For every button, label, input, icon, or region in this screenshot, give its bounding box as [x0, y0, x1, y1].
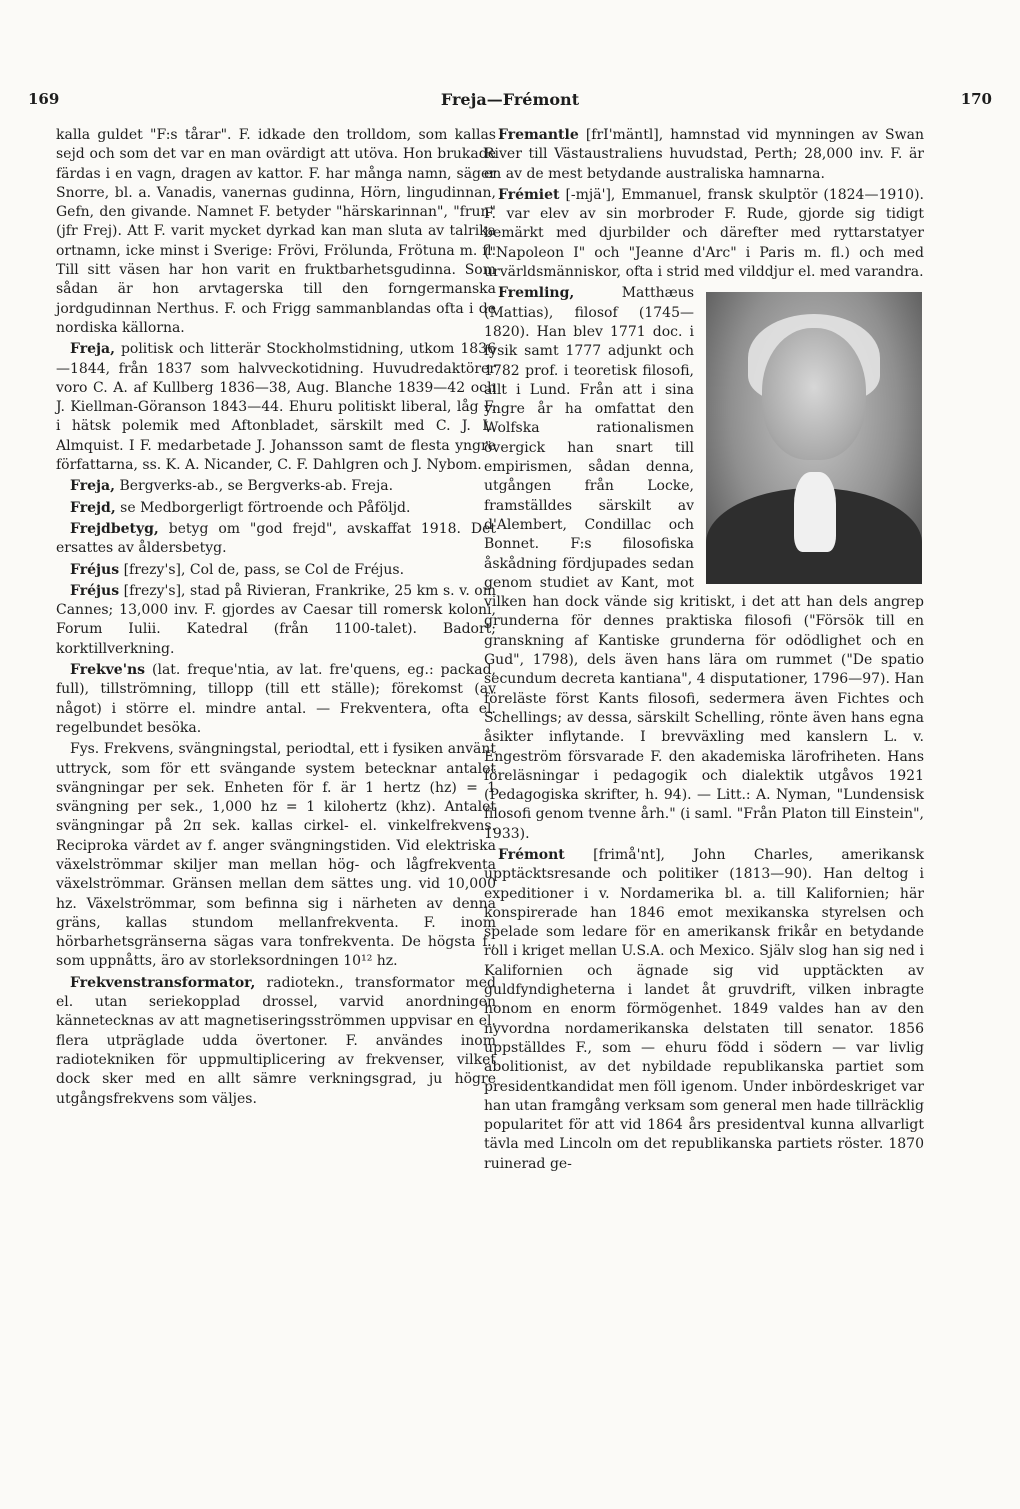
entry-fremiet	[484, 186, 924, 282]
entry-text: politisk och litterär Stockholmstidning, utkom 1836—1844, från 1837 som halvveckotidning. Huvudredaktörer voro C. A. af Kullberg 1836—38, Aug. Blanche 1839—42 och J. Kiellman-Göranson 1843—44. Ehuru politiskt liberal, låg F. i hätsk polemik med Aftonbladet, särskilt med C. J. L. Almquist. I F. medarbetade J. Johansson samt de flesta yngre författarna, ss. K. A. Nicander, C. F. Dahlgren och J. Nybom.	[56, 341, 496, 474]
entry-frejus-pass	[56, 561, 496, 580]
entry-headword: Frejdbetyg,	[70, 520, 159, 537]
entry-text: (lat. freque'ntia, av lat. fre'quens, eg.: packad, full), tillströmning, tillopp (till ett ställe); förekomst (av något) i större el. mindre antal. — Frekventera, ofta el. regelbundet besöka.	[56, 662, 497, 736]
entry-headword: Fremling,	[498, 285, 575, 302]
entry-freja-goddess-cont	[56, 126, 496, 338]
page-header	[28, 90, 992, 116]
entry-text: [frezy's], stad på Rivieran, Frankrike, 25 km s. v. om Cannes; 13,000 inv. F. gjordes av Caesar till romersk koloni, Forum Iulii. Katedral (från 1100-talet). Badort; korktillverkning.	[56, 582, 497, 657]
portrait-head	[762, 328, 866, 460]
entry-fremont	[484, 846, 924, 1174]
entry-headword: Frejd,	[70, 499, 116, 516]
entry-frejd	[56, 499, 496, 518]
page-number-left: 169	[28, 90, 60, 108]
entry-freja-newspaper	[56, 340, 496, 475]
entry-text: [frI'mäntl], hamnstad vid mynningen av Swan River till Västaustraliens huvudstad, Perth; 28,000 inv. F. är en av de mest betydande australiska hamnarna.	[484, 127, 924, 182]
entry-freja-bergverks	[56, 477, 496, 496]
entry-frekvens-physics	[56, 740, 496, 972]
entry-headword: Fréjus	[70, 561, 120, 578]
entry-fremling	[484, 284, 924, 844]
entry-text: [frimå'nt], John Charles, amerikansk upptäcktsresande och politiker (1813—90). Han deltog i expeditioner i v. Nordamerika bl. a. till Kalifornien; här konspirerade han 1846 emot mexikanska styrelsen och spelade som ledare för en amerikansk frikår en betydande roll i kriget mellan U.S.A. och Mexico. Själv slog han sig ned i Kalifornien och ägnade sig vid upptäckten av guldfyndigheterna i landet åt gruvdrift, vilken inbragte honom en enorm förmögenhet. 1849 valdes han av den nyvordna nordamerikanska delstaten till senator. 1856 uppställdes F., som — ehuru född i södern — var livlig abolitionist, av det nybildade republikanska partiet som presidentkandidat men föll igenom. Under inbördeskriget var han utan framgång verksam som general men hade tillräcklig popularitet för att vid 1864 års presidentval kunna allvarligt tävla med Lincoln om det republikanska partiets röster. 1870 ruinerad ge-	[484, 846, 924, 1172]
entry-frejdbetyg	[56, 520, 496, 559]
entry-text: kalla guldet "F:s tårar". F. idkade den trolldom, som kallas sejd och som det var en man ovärdigt att utöva. Hon brukade färdas i en vagn, dragen av kattor. F. har många namn, säger Snorre, bl. a. Vanadis, vanernas gudinna, Hörn, lingudinnan, Gefn, den givande. Namnet F. betyder "härskarinnan", "frun" (jfr Frej). Att F. varit mycket dyrkad kan man sluta av talrika ortnamn, icke minst i Sverige: Frövi, Frölunda, Frötuna m. fl. Till sitt väsen har hon varit en fruktbarhetsgudinna. Som sådan är hon arvtagerska till den forngermanska jordgudinnan Nerthus. F. och Frigg sammanblandas ofta i de nordiska källorna.	[56, 127, 496, 336]
entry-headword: Fréjus	[70, 582, 120, 599]
entry-headword: Freja,	[70, 478, 115, 495]
entry-text: radiotekn., transformator med el. utan seriekopplad drossel, varvid anordningen kännetecknas av att magnetiseringsströmmen uppvisar en el. flera utpräglade udda övertoner. F. användes inom radiotekniken för uppmultiplicering av frekvenser, vilket dock sker med en allt sämre verkningsgrad, ju högre utgångsfrekvens som väljes.	[56, 974, 497, 1107]
portrait-cravat	[794, 472, 836, 552]
entry-headword: Frémiet	[498, 186, 560, 203]
entry-headword: Frekve'ns	[70, 662, 146, 679]
entry-headword: Frekvenstransformator,	[70, 974, 256, 991]
left-column	[56, 126, 496, 1111]
entry-text: Bergverks-ab., se Bergverks-ab. Freja.	[119, 478, 394, 495]
entry-headword: Frémont	[498, 846, 565, 863]
entry-frekvenstransformator	[56, 974, 496, 1109]
running-title: Freja—Frémont	[440, 90, 580, 109]
right-column	[484, 126, 924, 1176]
entry-frejus-town	[56, 582, 496, 659]
entry-text: Fys. Frekvens, svängningstal, periodtal, ett i fysiken använt uttryck, som för ett svängande system betecknar antalet svängningar per sek. Enheten för f. är 1 hertz (hz) = 1 svängning per sek., 1,000 hz = 1 kilohertz (khz). Antalet svängningar på 2π sek. kallas cirkel- el. vinkelfrekvens. Reciproka värdet av f. anger svängningstiden. Vid elektriska växelströmmar skiljer man mellan hög- och lågfrekventa växelströmmar. Gränsen mellan dem sättes ung. vid 10,000 hz. Växelströmmar, som befinna sig i närheten av denna gräns, kallas stundom mellanfrekventa. F. inom hörbarhetsgränserna sägas vara tonfrekventa. De högsta f., som uppnåtts, äro av storleksordningen 10¹² hz.	[56, 741, 496, 970]
entry-text: Matthæus (Mattias), filosof (1745—1820). Han blev 1771 doc. i fysik samt 1777 adjunkt och 1782 prof. i teoretisk filosofi, allt i Lund. Från att i sina yngre år ha omfattat den Wolfska rationalismen övergick han snart till empirismen, sådan denna, utgången från Locke, framställdes särskilt av d'Alembert, Condillac och Bonnet. F:s filosofiska åskådning fördjupades sedan genom studiet av Kant, mot vilken han dock vände sig kritiskt, i det att han dels angrep grunderna för dennes praktiska filosofi ("Försök till en granskning af Kantiske grunderna för odödlighet och en Gud", 1798), dels även hans lära om rummet ("De spatio secundum decreta kantiana", 4 disputationer, 1796—97). Han föreläste först Kants filosofi, sedermera även Fichtes och Schellings; av dessa, särskilt Schelling, rönte även hans egna åsikter inflytande. I brevväxling med kanslern L. v. Engeström försvarade F. den akademiska lärofriheten. Hans föreläsningar i pedagogik och dialektik utgåvos 1921 (Pedagogiska skrifter, h. 94). — Litt.: A. Nyman, "Lundensisk filosofi genom tvenne årh." (i saml. "Från Platon till Einstein", 1933).	[484, 285, 924, 842]
entry-headword: Freja,	[70, 341, 115, 358]
entry-headword: Fremantle	[498, 127, 579, 143]
entry-text: betyg om "god frejd", avskaffat 1918. Det ersattes av åldersbetyg.	[56, 520, 496, 557]
entry-text: [-mjä'], Emmanuel, fransk skulptör (1824—1910). F. var elev av sin morbroder F. Rude, gjorde sig tidigt bemärkt med djurbilder och därefter med ryttarstatyer ("Napoleon I" och "Jeanne d'Arc" i Paris m. fl.) och med urvärldsmänniskor, ofta i strid med vilddjur el. med varandra.	[484, 186, 924, 281]
page-number-right: 170	[960, 90, 992, 108]
fremling-portrait	[706, 292, 922, 584]
entry-text: se Medborgerligt förtroende och Påföljd.	[120, 499, 411, 516]
entry-fremantle	[484, 126, 924, 184]
entry-frekvens	[56, 661, 496, 738]
entry-text: [frezy's], Col de, pass, se Col de Fréjus.	[123, 561, 405, 578]
